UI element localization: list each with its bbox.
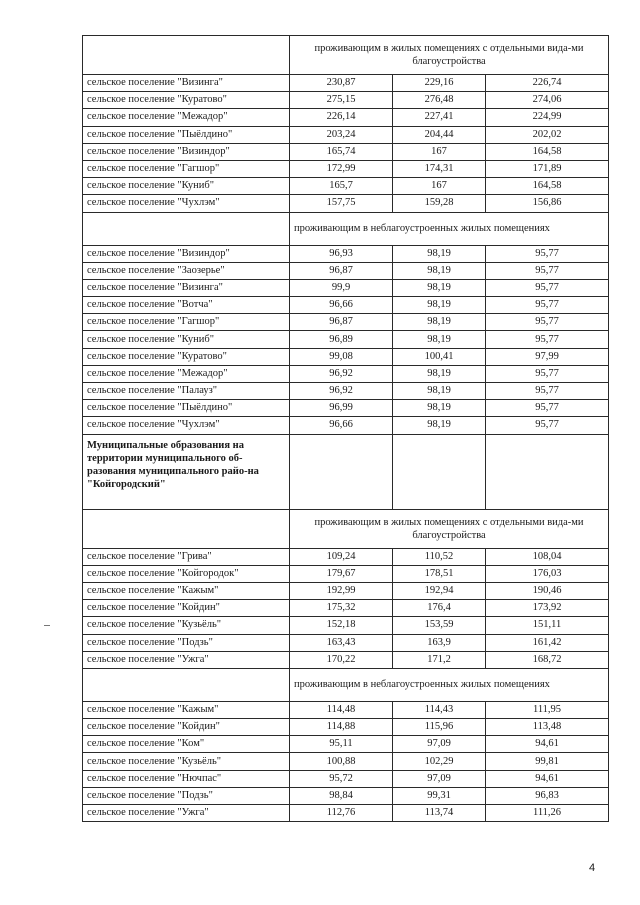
value-cell-2: 229,16 (393, 75, 486, 92)
value-cell-2: 98,19 (393, 331, 486, 348)
value-cell-1: 157,75 (290, 195, 393, 212)
settlement-name: сельское поселение "Ужга" (83, 651, 290, 668)
settlement-name: сельское поселение "Койгородок" (83, 565, 290, 582)
table-row (83, 109, 609, 126)
value-cell-1: 179,67 (290, 565, 393, 582)
value-cell-2: 110,52 (393, 548, 486, 565)
value-cell-3: 95,77 (486, 314, 609, 331)
value-cell-1: 114,88 (290, 719, 393, 736)
value-cell-2: 113,74 (393, 805, 486, 822)
value-cell-1: 163,43 (290, 634, 393, 651)
value-cell-1: 114,48 (290, 701, 393, 718)
section-subheader-row (83, 668, 609, 701)
value-cell-1: 165,74 (290, 143, 393, 160)
value-cell-1: 165,7 (290, 178, 393, 195)
value-cell-2: 167 (393, 143, 486, 160)
value-cell-1: 96,87 (290, 262, 393, 279)
value-cell-2: 98,19 (393, 279, 486, 296)
value-cell-3: 190,46 (486, 582, 609, 599)
table-row (83, 805, 609, 822)
value-cell-1: 109,24 (290, 548, 393, 565)
settlement-name: сельское поселение "Пыёлдино" (83, 400, 290, 417)
settlement-name: сельское поселение "Кузьёль" (83, 753, 290, 770)
value-cell-3: 171,89 (486, 160, 609, 177)
value-cell-1: 96,87 (290, 314, 393, 331)
value-cell-1: 99,08 (290, 348, 393, 365)
value-cell-3: 95,77 (486, 365, 609, 382)
value-cell-2: 98,19 (393, 417, 486, 434)
empty-cell (83, 36, 290, 75)
table-row (83, 701, 609, 718)
value-cell-1: 100,88 (290, 753, 393, 770)
section-subheader: проживающим в жилых помещениях с отдельными вида-ми благоустройства (290, 36, 609, 75)
value-cell-3: 95,77 (486, 383, 609, 400)
value-cell-3: 226,74 (486, 75, 609, 92)
value-cell-1: 98,84 (290, 787, 393, 804)
value-cell-3: 96,83 (486, 787, 609, 804)
table-row (83, 634, 609, 651)
settlement-name: сельское поселение "Нючпас" (83, 770, 290, 787)
table-row (83, 600, 609, 617)
value-cell-3: 95,77 (486, 331, 609, 348)
value-cell-2: 204,44 (393, 126, 486, 143)
empty-cell (290, 434, 393, 509)
value-cell-1: 170,22 (290, 651, 393, 668)
value-cell-1: 96,93 (290, 245, 393, 262)
value-cell-2: 171,2 (393, 651, 486, 668)
settlement-name: сельское поселение "Ком" (83, 736, 290, 753)
empty-cell (83, 212, 290, 245)
settlement-name: сельское поселение "Чухлэм" (83, 417, 290, 434)
value-cell-2: 98,19 (393, 365, 486, 382)
table-row (83, 417, 609, 434)
value-cell-1: 99,9 (290, 279, 393, 296)
table-row (83, 770, 609, 787)
value-cell-2: 227,41 (393, 109, 486, 126)
municipality-heading-row (83, 434, 609, 509)
value-cell-3: 113,48 (486, 719, 609, 736)
table-row (83, 719, 609, 736)
value-cell-3: 94,61 (486, 736, 609, 753)
value-cell-3: 164,58 (486, 178, 609, 195)
section-subheader-row (83, 509, 609, 548)
value-cell-3: 95,77 (486, 262, 609, 279)
table-row (83, 262, 609, 279)
value-cell-2: 98,19 (393, 297, 486, 314)
value-cell-3: 156,86 (486, 195, 609, 212)
value-cell-2: 98,19 (393, 314, 486, 331)
settlement-name: сельское поселение "Межадор" (83, 109, 290, 126)
settlement-name: сельское поселение "Ужга" (83, 805, 290, 822)
value-cell-3: 173,92 (486, 600, 609, 617)
settlement-name: сельское поселение "Кузьёль" (83, 617, 290, 634)
value-cell-3: 224,99 (486, 109, 609, 126)
value-cell-2: 114,43 (393, 701, 486, 718)
table-row (83, 617, 609, 634)
tariff-table (82, 35, 609, 822)
section-subheader-row (83, 36, 609, 75)
value-cell-3: 95,77 (486, 417, 609, 434)
table-row (83, 348, 609, 365)
settlement-name: сельское поселение "Кажым" (83, 701, 290, 718)
table-row (83, 279, 609, 296)
value-cell-2: 178,51 (393, 565, 486, 582)
settlement-name: сельское поселение "Пыёлдино" (83, 126, 290, 143)
empty-cell (83, 509, 290, 548)
value-cell-1: 192,99 (290, 582, 393, 599)
value-cell-3: 95,77 (486, 279, 609, 296)
value-cell-1: 96,92 (290, 383, 393, 400)
table-row (83, 736, 609, 753)
value-cell-3: 111,26 (486, 805, 609, 822)
empty-cell (486, 434, 609, 509)
settlement-name: сельское поселение "Куратово" (83, 92, 290, 109)
value-cell-3: 176,03 (486, 565, 609, 582)
value-cell-3: 94,61 (486, 770, 609, 787)
table-row (83, 331, 609, 348)
settlement-name: сельское поселение "Куратово" (83, 348, 290, 365)
table-row (83, 178, 609, 195)
settlement-name: сельское поселение "Койдин" (83, 719, 290, 736)
value-cell-2: 176,4 (393, 600, 486, 617)
settlement-name: сельское поселение "Куниб" (83, 178, 290, 195)
value-cell-1: 226,14 (290, 109, 393, 126)
section-subheader: проживающим в жилых помещениях с отдельными вида-ми благоустройства (290, 509, 609, 548)
value-cell-1: 96,99 (290, 400, 393, 417)
value-cell-3: 161,42 (486, 634, 609, 651)
page-number: 4 (589, 862, 596, 874)
value-cell-3: 151,11 (486, 617, 609, 634)
value-cell-2: 102,29 (393, 753, 486, 770)
value-cell-2: 99,31 (393, 787, 486, 804)
value-cell-1: 96,66 (290, 297, 393, 314)
section-subheader: проживающим в неблагоустроенных жилых помещениях (290, 668, 609, 701)
table-row (83, 314, 609, 331)
value-cell-1: 152,18 (290, 617, 393, 634)
settlement-name: сельское поселение "Визиндор" (83, 245, 290, 262)
value-cell-2: 115,96 (393, 719, 486, 736)
value-cell-3: 274,06 (486, 92, 609, 109)
settlement-name: сельское поселение "Кажым" (83, 582, 290, 599)
value-cell-2: 97,09 (393, 736, 486, 753)
table-row (83, 297, 609, 314)
settlement-name: сельское поселение "Визиндор" (83, 143, 290, 160)
section-subheader-row (83, 212, 609, 245)
value-cell-1: 175,32 (290, 600, 393, 617)
value-cell-1: 96,89 (290, 331, 393, 348)
table-row (83, 92, 609, 109)
value-cell-2: 98,19 (393, 400, 486, 417)
table-row (83, 160, 609, 177)
value-cell-3: 202,02 (486, 126, 609, 143)
value-cell-1: 230,87 (290, 75, 393, 92)
table-row (83, 195, 609, 212)
settlement-name: сельское поселение "Заозерье" (83, 262, 290, 279)
empty-cell (83, 668, 290, 701)
settlement-name: сельское поселение "Куниб" (83, 331, 290, 348)
value-cell-2: 192,94 (393, 582, 486, 599)
value-cell-1: 96,66 (290, 417, 393, 434)
value-cell-2: 159,28 (393, 195, 486, 212)
table-row (83, 753, 609, 770)
table-row (83, 651, 609, 668)
margin-mark (44, 625, 50, 626)
table-row (83, 400, 609, 417)
value-cell-2: 276,48 (393, 92, 486, 109)
value-cell-3: 95,77 (486, 245, 609, 262)
value-cell-3: 164,58 (486, 143, 609, 160)
municipality-heading: Муниципальные образования на территории муниципального об-разования муниципального райо-на "Койгородский" (83, 434, 290, 509)
table-row (83, 143, 609, 160)
table-row (83, 582, 609, 599)
settlement-name: сельское поселение "Палауз" (83, 383, 290, 400)
settlement-name: сельское поселение "Подзь" (83, 787, 290, 804)
table-row (83, 365, 609, 382)
value-cell-3: 95,77 (486, 297, 609, 314)
value-cell-2: 153,59 (393, 617, 486, 634)
value-cell-1: 96,92 (290, 365, 393, 382)
value-cell-3: 168,72 (486, 651, 609, 668)
value-cell-2: 98,19 (393, 383, 486, 400)
value-cell-2: 100,41 (393, 348, 486, 365)
value-cell-1: 275,15 (290, 92, 393, 109)
settlement-name: сельское поселение "Гагшор" (83, 160, 290, 177)
settlement-name: сельское поселение "Гагшор" (83, 314, 290, 331)
value-cell-1: 112,76 (290, 805, 393, 822)
table-row (83, 565, 609, 582)
settlement-name: сельское поселение "Чухлэм" (83, 195, 290, 212)
value-cell-1: 203,24 (290, 126, 393, 143)
value-cell-2: 98,19 (393, 245, 486, 262)
settlement-name: сельское поселение "Визинга" (83, 75, 290, 92)
value-cell-2: 174,31 (393, 160, 486, 177)
settlement-name: сельское поселение "Койдин" (83, 600, 290, 617)
table-row (83, 245, 609, 262)
section-subheader: проживающим в неблагоустроенных жилых помещениях (290, 212, 609, 245)
value-cell-3: 99,81 (486, 753, 609, 770)
value-cell-3: 95,77 (486, 400, 609, 417)
table-body (83, 36, 609, 822)
settlement-name: сельское поселение "Визинга" (83, 279, 290, 296)
value-cell-2: 163,9 (393, 634, 486, 651)
settlement-name: сельское поселение "Вотча" (83, 297, 290, 314)
value-cell-2: 167 (393, 178, 486, 195)
value-cell-3: 108,04 (486, 548, 609, 565)
value-cell-1: 95,72 (290, 770, 393, 787)
table-row (83, 383, 609, 400)
table-row (83, 75, 609, 92)
empty-cell (393, 434, 486, 509)
settlement-name: сельское поселение "Подзь" (83, 634, 290, 651)
value-cell-2: 98,19 (393, 262, 486, 279)
value-cell-1: 172,99 (290, 160, 393, 177)
table-row (83, 787, 609, 804)
settlement-name: сельское поселение "Грива" (83, 548, 290, 565)
value-cell-1: 95,11 (290, 736, 393, 753)
settlement-name: сельское поселение "Межадор" (83, 365, 290, 382)
value-cell-3: 111,95 (486, 701, 609, 718)
table-row (83, 126, 609, 143)
table-row (83, 548, 609, 565)
value-cell-3: 97,99 (486, 348, 609, 365)
value-cell-2: 97,09 (393, 770, 486, 787)
